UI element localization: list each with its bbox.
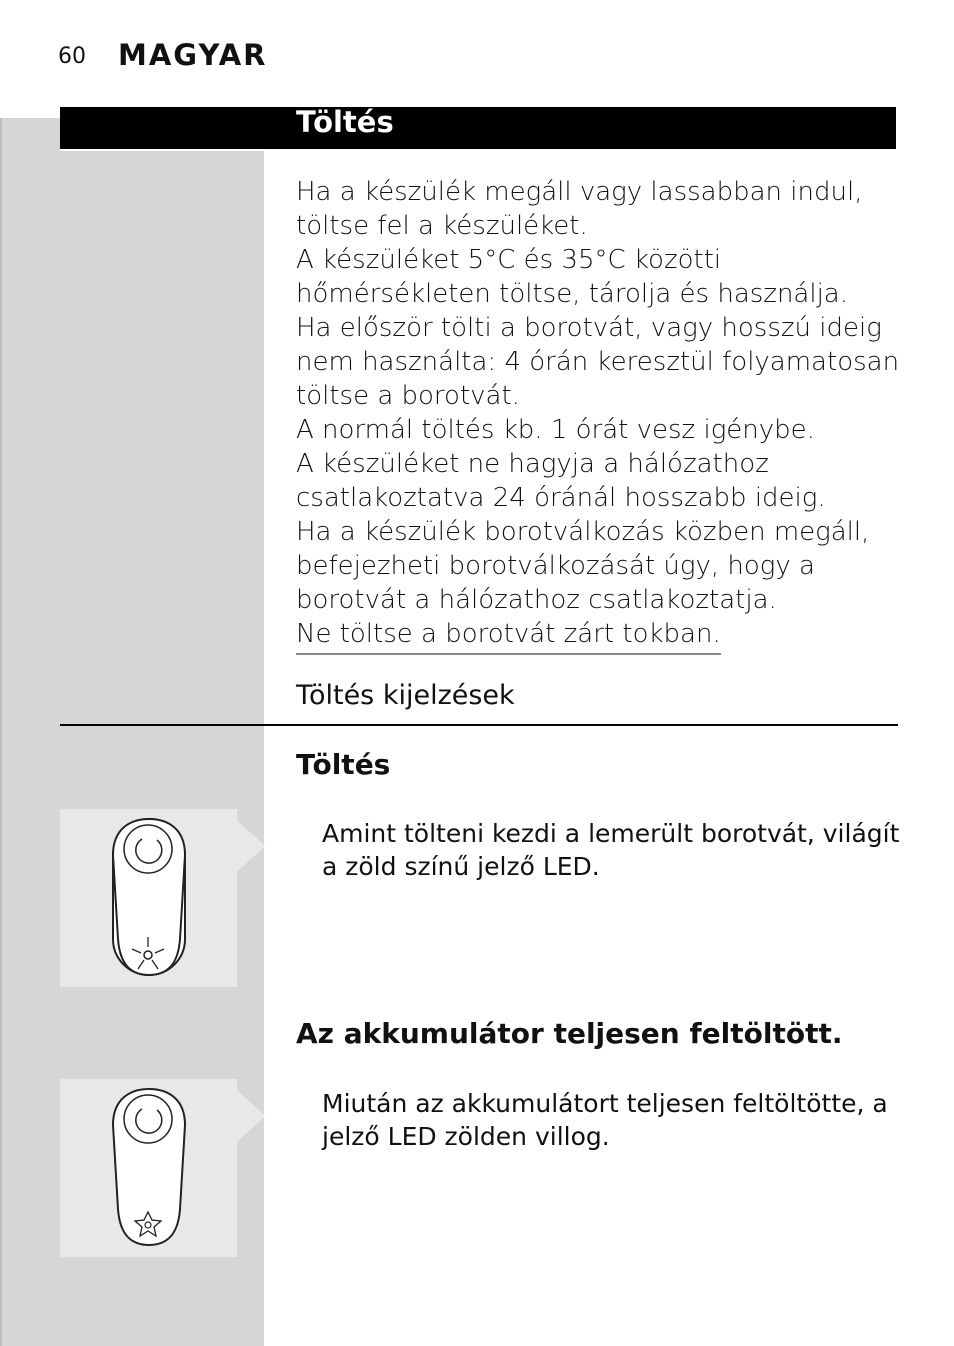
sidebar-edge <box>0 118 2 1346</box>
indicators-title: Töltés kijelzések <box>296 680 515 711</box>
full-charge-illustration <box>60 1079 237 1257</box>
language-label: MAGYAR <box>118 38 268 72</box>
divider-line <box>60 724 898 726</box>
paragraph: A normál töltés kb. 1 órát vesz igénybe. <box>296 415 815 445</box>
warning-text: Ne töltse a borotvát zárt tokban. <box>296 617 721 655</box>
paragraph: Ha először tölti a borotvát, vagy hosszú ideig nem használta: 4 órán keresztül folyamatosan töltse a borotvát. <box>296 313 900 411</box>
paragraph: Ha a készülék megáll vagy lassabban indul, töltse fel a készüléket. <box>296 177 863 241</box>
paragraph: A készüléket 5°C és 35°C közötti hőmérsékleten töltse, tárolja és használja. <box>296 245 849 309</box>
charging-description: Amint tölteni kezdi a lemerült borotvát, világít a zöld színű jelző LED. <box>322 819 900 881</box>
paragraph: Ha a készülék borotválkozás közben megáll, befejezheti borotválkozását úgy, hogy a borotvát a hálózathoz csatlakoztatja. <box>296 517 870 615</box>
section-header-bar <box>60 107 896 151</box>
section-title: Töltés <box>296 105 394 139</box>
full-charge-description: Miután az akkumulátort teljesen feltöltötte, a jelző LED zölden villog. <box>322 1089 888 1151</box>
charging-illustration <box>60 809 237 987</box>
charging-instructions <box>296 175 906 655</box>
callout-pointer <box>237 1090 265 1142</box>
callout-pointer <box>237 820 265 872</box>
charging-heading: Töltés <box>296 748 391 781</box>
led-blinking-icon <box>60 1079 237 1257</box>
page-number: 60 <box>58 44 86 69</box>
led-lit-icon <box>60 809 237 987</box>
paragraph-warning <box>296 617 906 655</box>
full-charge-heading: Az akkumulátor teljesen feltöltött. <box>296 1017 843 1050</box>
paragraph: A készüléket ne hagyja a hálózathoz csatlakoztatva 24 óránál hosszabb ideig. <box>296 449 826 513</box>
